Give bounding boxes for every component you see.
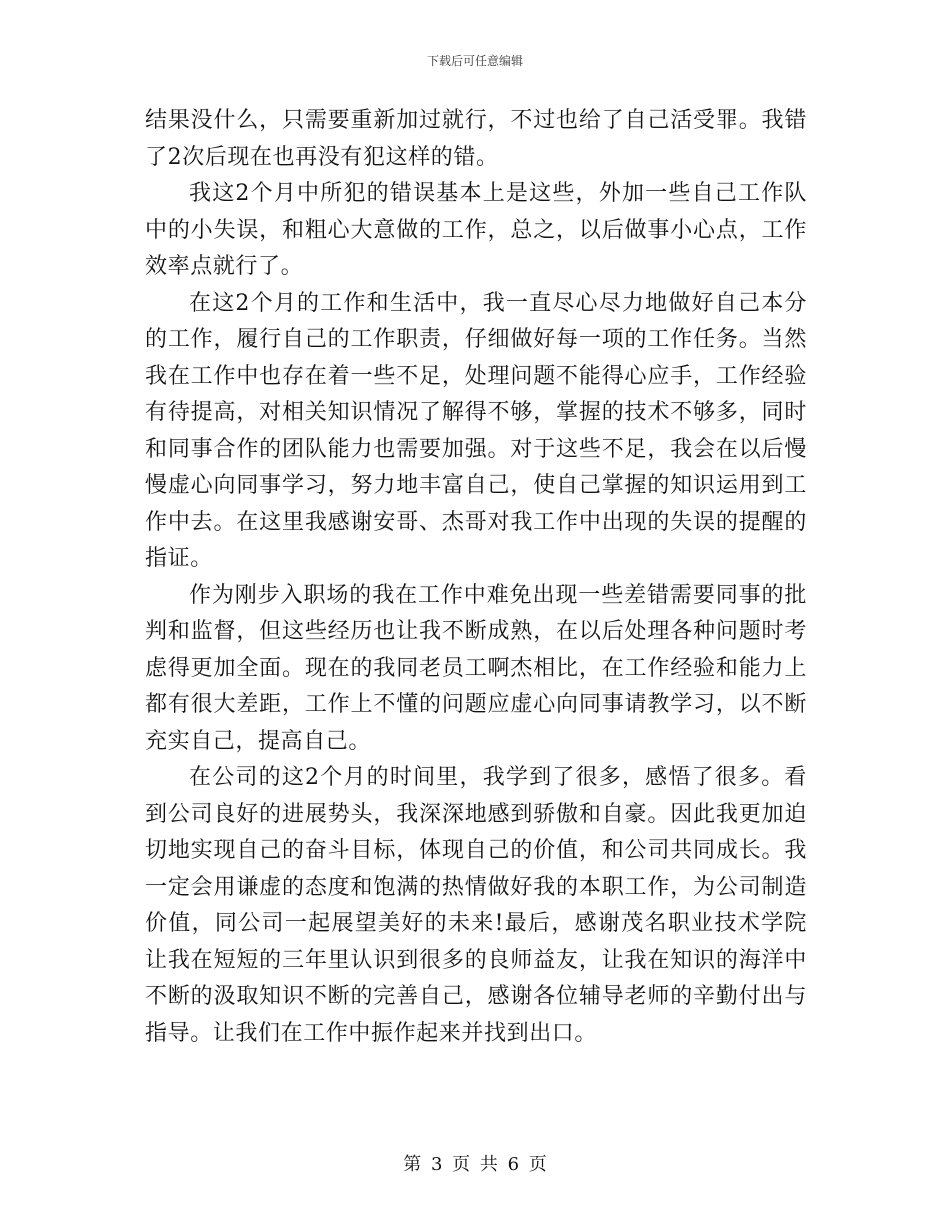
page-header: 下载后可任意编辑 xyxy=(426,54,523,68)
page-number-footer: 第 3 页 共 6 页 xyxy=(403,1154,547,1175)
paragraph: 在这2个月的工作和生活中，我一直尽心尽力地做好自己本分的工作，履行自己的工作职责，仔细做好每一项的工作任务。当然我在工作中也存在着一些不足，处理问题不能得心应手，工作经验有待提高，对相关知识情况了解得不够，掌握的技术不够多，同时和同事合作的团队能力也需要加强。对于这些不足，我会在以后慢慢虚心向同事学习，努力地丰富自己，使自己掌握的知识运用到工作中去。在这里我感谢安哥、杰哥对我工作中出现的失误的提醒的指证。 xyxy=(145,290,807,571)
paragraph-continued: 结果没什么，只需要重新加过就行，不过也给了自己活受罪。我错了2次后现在也再没有犯这样的错。 xyxy=(145,108,807,170)
paragraph: 我这2个月中所犯的错误基本上是这些，外加一些自己工作队中的小失误，和粗心大意做的工作，总之，以后做事小心点，工作效率点就行了。 xyxy=(145,181,807,279)
document-body xyxy=(145,103,807,1052)
paragraph: 作为刚步入职场的我在工作中难免出现一些差错需要同事的批判和监督，但这些经历也让我不断成熟，在以后处理各种问题时考虑得更加全面。现在的我同老员工啊杰相比，在工作经验和能力上都有很大差距，工作上不懂的问题应虚心向同事请教学习，以不断充实自己，提高自己。 xyxy=(145,582,807,754)
paragraph: 在公司的这2个月的时间里，我学到了很多，感悟了很多。看到公司良好的进展势头，我深深地感到骄傲和自豪。因此我更加迫切地实现自己的奋斗目标，体现自己的价值，和公司共同成长。我一定会用谦虚的态度和饱满的热情做好我的本职工作，为公司制造价值，同公司一起展望美好的未来!最后，感谢茂名职业技术学院让我在短短的三年里认识到很多的良师益友，让我在知识的海洋中不断的汲取知识不断的完善自己，感谢各位辅导老师的辛勤付出与指导。让我们在工作中振作起来并找到出口。 xyxy=(145,765,807,1046)
